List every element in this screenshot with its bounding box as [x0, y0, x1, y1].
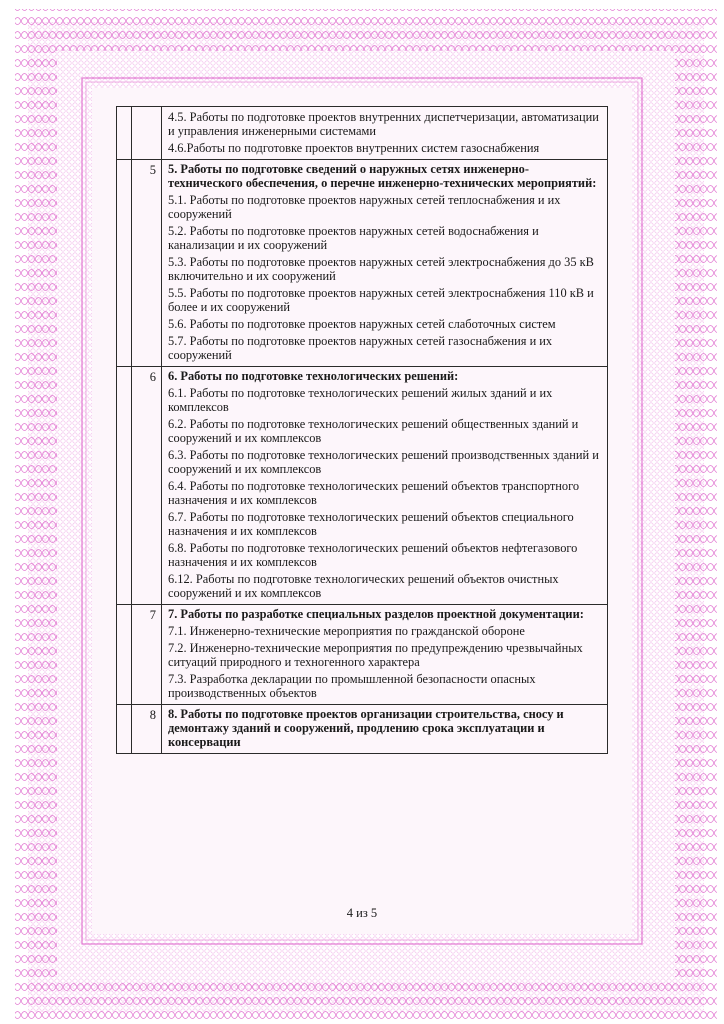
work-item: 4.6.Работы по подготовке проектов внутренних систем газоснабжения [168, 141, 540, 155]
spacer-cell [117, 367, 132, 605]
spacer-cell [117, 107, 132, 160]
page-number: 4 из 5 [346, 906, 378, 920]
works-table [116, 106, 608, 754]
work-item: 6.3. Работы по подготовке технологических решений производственных зданий и сооружений и их комплексов [168, 448, 599, 476]
row-number: 7 [132, 605, 162, 705]
row-number: 5 [132, 160, 162, 367]
section-heading: 5. Работы по подготовке сведений о наружных сетях инженерно-технического обеспечения, о перечне инженерно-технических мероприятий: [168, 162, 597, 190]
table-row [117, 367, 608, 605]
work-item: 5.6. Работы по подготовке проектов наружных сетей слаботочных систем [168, 317, 556, 331]
work-item: 5.2. Работы по подготовке проектов наружных сетей водоснабжения и канализации и их сооружений [168, 224, 539, 252]
work-item: 5.7. Работы по подготовке проектов наружных сетей газоснабжения и их сооружений [168, 334, 553, 362]
spacer-cell [117, 160, 132, 367]
work-item: 6.4. Работы по подготовке технологических решений объектов транспортного назначения и их комплексов [168, 479, 580, 507]
table-row [117, 160, 608, 367]
row-content [162, 367, 608, 605]
spacer-cell [117, 705, 132, 754]
work-item: 6.12. Работы по подготовке технологических решений объектов очистных сооружений и их комплексов [168, 572, 559, 600]
table-row [117, 605, 608, 705]
work-item: 5.1. Работы по подготовке проектов наружных сетей теплоснабжения и их сооружений [168, 193, 561, 221]
work-item: 6.7. Работы по подготовке технологических решений объектов специального назначения и их комплексов [168, 510, 574, 538]
work-item: 6.2. Работы по подготовке технологических решений общественных зданий и сооружений и их комплексов [168, 417, 579, 445]
work-item: 5.3. Работы по подготовке проектов наружных сетей электроснабжения до 35 кВ включительно и их сооружений [168, 255, 594, 283]
work-item: 6.1. Работы по подготовке технологических решений жилых зданий и их комплексов [168, 386, 553, 414]
work-item: 6.8. Работы по подготовке технологических решений объектов нефтегазового назначения и их комплексов [168, 541, 578, 569]
row-content [162, 605, 608, 705]
work-item: 7.1. Инженерно-технические мероприятия по гражданской обороне [168, 624, 525, 638]
row-number: 6 [132, 367, 162, 605]
section-heading: 6. Работы по подготовке технологических решений: [168, 369, 459, 383]
section-heading: 7. Работы по разработке специальных разделов проектной документации: [168, 607, 584, 621]
row-content [162, 160, 608, 367]
table-row [117, 705, 608, 754]
work-item: 4.5. Работы по подготовке проектов внутренних диспетчеризации, автоматизации и управления инженерными системами [168, 110, 599, 138]
row-content [162, 705, 608, 754]
row-number [132, 107, 162, 160]
row-content [162, 107, 608, 160]
work-item: 7.2. Инженерно-технические мероприятия по предупреждению чрезвычайных ситуаций природного и техногенного характера [168, 641, 583, 669]
section-heading: 8. Работы по подготовке проектов организации строительства, сносу и демонтажу зданий и сооружений, продлению срока эксплуатации и консервации [168, 707, 564, 749]
table-row [117, 107, 608, 160]
work-item: 7.3. Разработка декларации по промышленной безопасности опасных производственных объектов [168, 672, 536, 700]
work-item: 5.5. Работы по подготовке проектов наружных сетей электроснабжения 110 кВ и более и их сооружений [168, 286, 594, 314]
spacer-cell [117, 605, 132, 705]
row-number: 8 [132, 705, 162, 754]
